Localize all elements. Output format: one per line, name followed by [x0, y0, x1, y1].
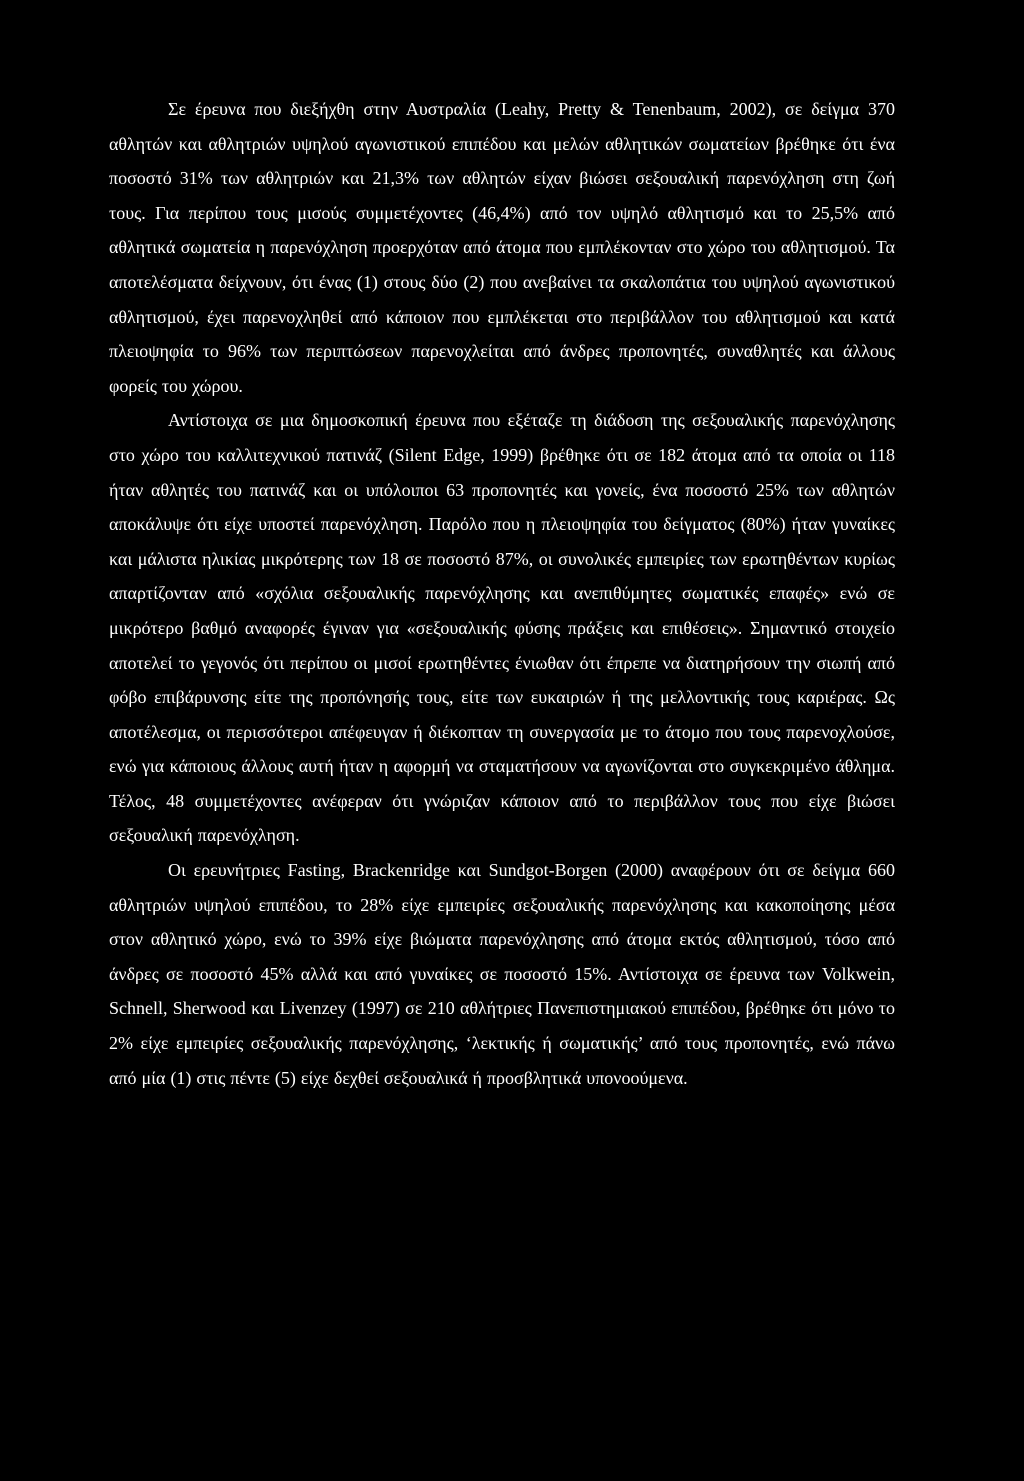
paragraph-3: Οι ερευνήτριες Fasting, Brackenridge και Sundgot-Borgen (2000) αναφέρουν ότι σε δείγμα 660 αθλητριών υψηλού επιπέδου, το 28% είχε εμπειρίες σεξουαλικής παρενόχλησης και κακοποίησης μέσα στον αθλητικό χώρο, ενώ το 39% είχε βιώματα παρενόχλησης από άτομα εκτός αθλητισμού, τόσο από άνδρες σε ποσοστό 45% αλλά και από γυναίκες σε ποσοστό 15%. Αντίστοιχα σε έρευνα των Volkwein, Schnell, Sherwood και Livenzey (1997) σε 210 αθλήτριες Πανεπιστημιακού επιπέδου, βρέθηκε ότι μόνο το 2% είχε εμπειρίες σεξουαλικής παρενόχλησης, ‘λεκτικής ή σωματικής’ από τους προπονητές, ενώ πάνω από μία (1) στις πέντε (5) είχε δεχθεί σεξουαλικά ή προσβλητικά υπονοούμενα. — [109, 860, 895, 1088]
paragraph-1: Σε έρευνα που διεξήχθη στην Αυστραλία (Leahy, Pretty & Tenenbaum, 2002), σε δείγμα 370 αθλητών και αθλητριών υψηλού αγωνιστικού επιπέδου και μελών αθλητικών σωματείων βρέθηκε ότι ένα ποσοστό 31% των αθλητριών και 21,3% των αθλητών είχαν βιώσει σεξουαλική παρενόχληση στη ζωή τους. Για περίπου τους μισούς συμμετέχοντες (46,4%) από τον υψηλό αθλητισμό και το 25,5% από αθλητικά σωματεία η παρενόχληση προερχόταν από άτομα που εμπλέκονταν στο χώρο του αθλητισμού. Τα αποτελέσματα δείχνουν, ότι ένας (1) στους δύο (2) που ανεβαίνει τα σκαλοπάτια του υψηλού αγωνιστικού αθλητισμού, έχει παρενοχληθεί από κάποιον που εμπλέκεται στο περιβάλλον του αθλητισμού και κατά πλειοψηφία το 96% των περιπτώσεων παρενοχλείται από άνδρες προπονητές, συναθλητές και άλλους φορείς του χώρου. — [109, 99, 895, 396]
paragraph-2: Αντίστοιχα σε μια δημοσκοπική έρευνα που εξέταζε τη διάδοση της σεξουαλικής παρενόχλησης στο χώρο του καλλιτεχνικού πατινάζ (Silent Edge, 1999) βρέθηκε ότι σε 182 άτομα από τα οποία οι 118 ήταν αθλητές του πατινάζ και οι υπόλοιποι 63 προπονητές και γονείς, ένα ποσοστό 25% των αθλητών αποκάλυψε ότι είχε υποστεί παρενόχληση. Παρόλο που η πλειοψηφία του δείγματος (80%) ήταν γυναίκες και μάλιστα ηλικίας μικρότερης των 18 σε ποσοστό 87%, οι συνολικές εμπειρίες των ερωτηθέντων κυρίως απαρτίζονταν από «σχόλια σεξουαλικής παρενόχλησης και ανεπιθύμητες σωματικές επαφές» ενώ σε μικρότερο βαθμό αναφορές έγιναν για «σεξουαλικής φύσης πράξεις και επιθέσεις». Σημαντικό στοιχείο αποτελεί το γεγονός ότι περίπου οι μισοί ερωτηθέντες ένιωθαν ότι έπρεπε να διατηρήσουν την σιωπή από φόβο επιβάρυνσης είτε της προπόνησής τους, είτε των ευκαιριών ή της μελλοντικής τους καριέρας. Ως αποτέλεσμα, οι περισσότεροι απέφευγαν ή διέκοπταν τη συνεργασία με το άτομο που τους παρενοχλούσε, ενώ για κάποιους άλλους αυτή ήταν η αφορμή να σταματήσουν να αγωνίζονται στο συγκεκριμένο άθλημα. Τέλος, 48 συμμετέχοντες ανέφεραν ότι γνώριζαν κάποιον από το περιβάλλον τους που είχε βιώσει σεξουαλική παρενόχληση. — [109, 410, 895, 846]
document-body — [109, 92, 895, 1095]
